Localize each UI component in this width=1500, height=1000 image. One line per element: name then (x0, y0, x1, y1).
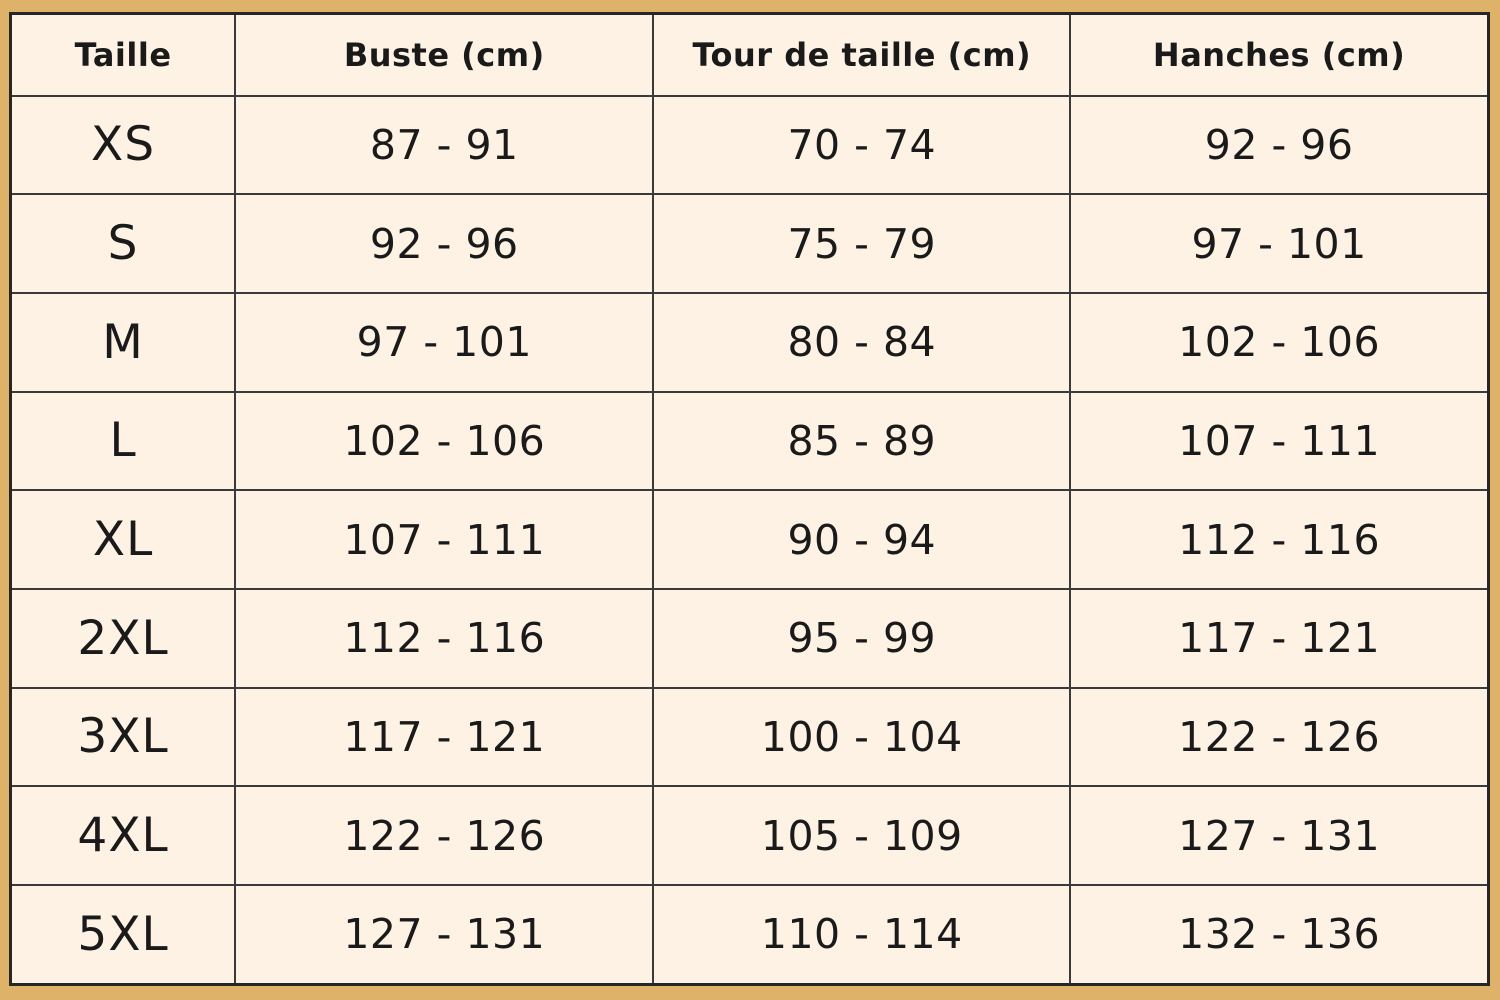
table-row-xs (11, 96, 1489, 195)
size-chart-frame (9, 12, 1490, 986)
measurement-cell: 92 - 96 (235, 194, 653, 293)
measurement-cell: 112 - 116 (1070, 490, 1488, 589)
measurement-cell: 97 - 101 (235, 293, 653, 392)
measurement-cell: 112 - 116 (235, 589, 653, 688)
measurement-cell: 122 - 126 (235, 786, 653, 885)
measurement-cell: 127 - 131 (1070, 786, 1488, 885)
measurement-cell: 95 - 99 (653, 589, 1070, 688)
table-header (11, 14, 1489, 96)
measurement-cell: 80 - 84 (653, 293, 1070, 392)
table-row-3xl (11, 688, 1489, 787)
size-label: XS (11, 96, 236, 195)
measurement-cell: 85 - 89 (653, 392, 1070, 491)
table-row-xl (11, 490, 1489, 589)
table-row-4xl (11, 786, 1489, 885)
size-label: XL (11, 490, 236, 589)
measurement-cell: 92 - 96 (1070, 96, 1488, 195)
size-label: 5XL (11, 885, 236, 985)
column-header-3: Hanches (cm) (1070, 14, 1488, 96)
measurement-cell: 110 - 114 (653, 885, 1070, 985)
measurement-cell: 70 - 74 (653, 96, 1070, 195)
measurement-cell: 90 - 94 (653, 490, 1070, 589)
measurement-cell: 87 - 91 (235, 96, 653, 195)
measurement-cell: 132 - 136 (1070, 885, 1488, 985)
measurement-cell: 117 - 121 (1070, 589, 1488, 688)
measurement-cell: 117 - 121 (235, 688, 653, 787)
measurement-cell: 105 - 109 (653, 786, 1070, 885)
measurement-cell: 122 - 126 (1070, 688, 1488, 787)
table-row-s (11, 194, 1489, 293)
size-label: 3XL (11, 688, 236, 787)
column-header-0: Taille (11, 14, 236, 96)
size-chart-table (9, 12, 1490, 986)
size-label: M (11, 293, 236, 392)
header-row (11, 14, 1489, 96)
measurement-cell: 107 - 111 (235, 490, 653, 589)
table-row-5xl (11, 885, 1489, 985)
measurement-cell: 100 - 104 (653, 688, 1070, 787)
table-body (11, 96, 1489, 985)
table-row-l (11, 392, 1489, 491)
measurement-cell: 102 - 106 (1070, 293, 1488, 392)
measurement-cell: 107 - 111 (1070, 392, 1488, 491)
size-label: L (11, 392, 236, 491)
size-label: 2XL (11, 589, 236, 688)
column-header-1: Buste (cm) (235, 14, 653, 96)
size-label: 4XL (11, 786, 236, 885)
column-header-2: Tour de taille (cm) (653, 14, 1070, 96)
measurement-cell: 102 - 106 (235, 392, 653, 491)
measurement-cell: 97 - 101 (1070, 194, 1488, 293)
size-label: S (11, 194, 236, 293)
measurement-cell: 75 - 79 (653, 194, 1070, 293)
measurement-cell: 127 - 131 (235, 885, 653, 985)
table-row-2xl (11, 589, 1489, 688)
table-row-m (11, 293, 1489, 392)
